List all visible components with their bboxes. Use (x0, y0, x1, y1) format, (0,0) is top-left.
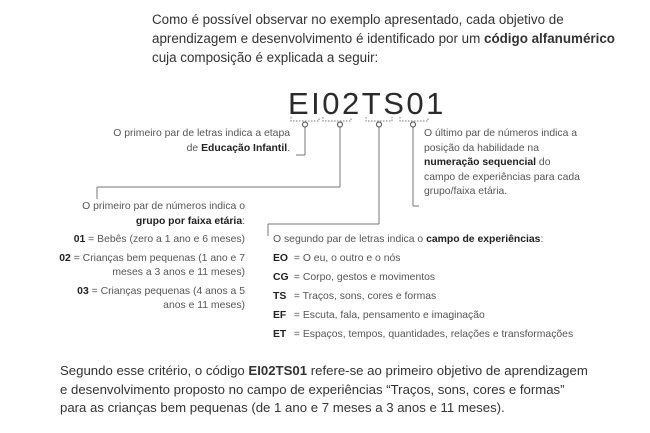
note-text: O primeiro par de letras indica a etapa de (113, 128, 290, 154)
age-group-desc: = Bebês (zero a 1 ano e 6 meses) (85, 234, 245, 245)
age-group-code: 03 (77, 285, 89, 297)
conclusion-text: Segundo esse critério, o código (60, 363, 249, 378)
note-text: O segundo par de letras indica o (273, 234, 427, 245)
note-end: do campo de experiências para cada grupo/faixa etária. (424, 157, 580, 197)
age-group-desc: = Crianças bem pequenas (1 ano e 7 meses a 3 anos e 11 meses) (70, 252, 245, 278)
conclusion-text-end: refere-se ao primeiro objetivo de aprendizagem e desenvolvimento proposto no campo de experiências “Traços, sons, cores e formas” para as crianças bem pequenas (de 1 ano e 7 meses a 3 anos e 11 meses). (60, 363, 588, 415)
age-group-item (55, 285, 245, 314)
conclusion-paragraph (60, 362, 590, 418)
note-first-numbers (55, 200, 245, 314)
note-end: . (287, 142, 290, 154)
note-heading (273, 233, 613, 248)
field-code: EF (273, 310, 287, 322)
intro-text: Como é possível observar no exemplo apresentado, cada objetivo de aprendizagem e desenvolvimento é identificado por um (152, 12, 564, 46)
note-text: O primeiro par de números indica o (82, 201, 245, 212)
age-group-item (55, 233, 245, 248)
field-desc: = Escuta, fala, pensamento e imaginação (291, 310, 485, 322)
age-group-code: 01 (73, 234, 86, 245)
field-code: EO (273, 253, 289, 265)
dot-ts (377, 122, 382, 127)
field-desc: = Corpo, gestos e movimentos (291, 272, 436, 284)
field-item (273, 328, 613, 343)
example-code: EI02TS01 (288, 86, 446, 121)
dot-01 (411, 122, 416, 127)
dot-02 (338, 122, 343, 127)
note-bold: grupo por faixa etária (135, 215, 243, 227)
field-desc: = Traços, sons, cores e formas (291, 291, 437, 303)
conclusion-bold: EI02TS01 (248, 363, 308, 378)
note-bold: Educação Infantil (201, 142, 288, 154)
note-text: O último par de números indica a posição da habilidade na (424, 128, 578, 154)
note-bold: numeração sequencial (424, 157, 537, 168)
field-desc: = Espaços, tempos, quantidades, relações e transformações (291, 329, 574, 341)
age-group-code: 02 (59, 252, 71, 264)
note-end: : (540, 234, 544, 245)
field-code: ET (273, 329, 287, 341)
note-first-letters (110, 127, 290, 156)
note-end: : (242, 215, 245, 227)
note-last-numbers (424, 127, 584, 200)
note-heading (55, 200, 245, 229)
field-desc: = O eu, o outro e o nós (291, 253, 401, 265)
intro-text-end: cuja composição é explicada a seguir: (152, 50, 379, 65)
field-item (273, 271, 613, 286)
dot-ei (303, 122, 308, 127)
note-second-letters (273, 233, 613, 343)
field-code: CG (273, 272, 289, 284)
field-item (273, 290, 613, 305)
field-item (273, 309, 613, 324)
field-item (273, 252, 613, 267)
age-group-item (55, 252, 245, 281)
note-bold: campo de experiências (426, 234, 541, 245)
age-group-desc: = Crianças pequenas (4 anos a 5 anos e 11 meses) (88, 285, 245, 311)
intro-bold: código alfanumérico (484, 31, 615, 46)
field-code: TS (273, 291, 287, 303)
